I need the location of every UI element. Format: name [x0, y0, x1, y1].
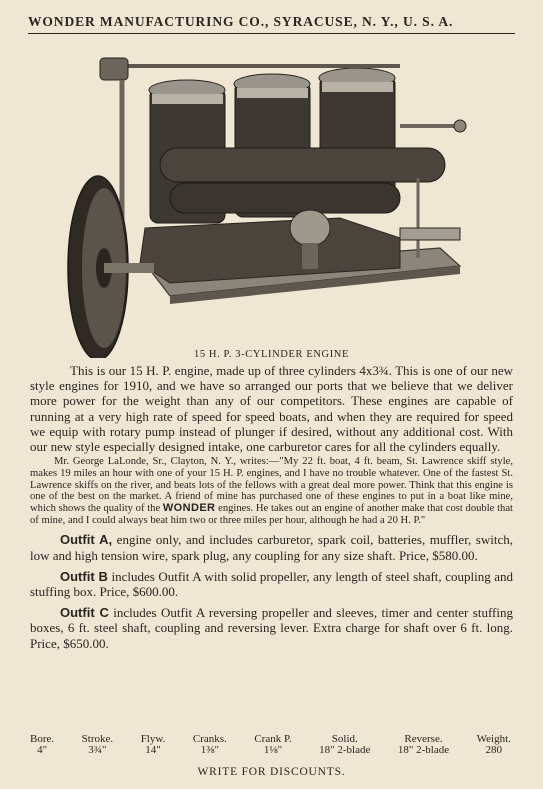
outfit-a — [30, 532, 513, 562]
flywheel — [68, 176, 154, 358]
spec-value: 18" 2-blade — [319, 744, 371, 756]
spec-value: 14" — [145, 744, 161, 756]
outfit-name: Outfit B — [60, 568, 108, 584]
catalog-body — [30, 363, 513, 651]
figure-caption: 15 H. P. 3-CYLINDER ENGINE — [193, 349, 349, 360]
spec-label: Crank P. — [254, 733, 292, 745]
spec-value: 4" — [37, 744, 48, 756]
spec-value: 1⅛" — [263, 744, 283, 756]
spec-flywheel — [141, 734, 166, 756]
spec-value: 1⅜" — [200, 744, 219, 756]
spec-value: 280 — [485, 744, 503, 756]
brand-name: WONDER — [162, 502, 216, 515]
outfit-description: includes Outfit A with solid propeller, any length of steel shaft, coupling and stuffing box. Price, $600.00. — [30, 568, 514, 600]
customer-testimonial — [30, 456, 513, 526]
engine-description: This is our 15 H. P. engine, made up of three cylinders 4x3¾. This is one of our new style engines for 1910, and we have so arranged our ports that we believe that we deliver more power for the weight than any of our competitors. These engines are capable of running at a very high rate of speed for speed boats, and when they are required for speed we equip with rotary pump instead of plunger if desired, without any additional cost. With our new style especially designed intake, one carburetor cares for all the cylinders equally. — [30, 363, 513, 455]
spec-crank-pin — [254, 734, 291, 756]
outfit-description: engine only, and includes carburetor, spark coil, batteries, muffler, switch, low and high tension wire, spark plug, any coupling for any size shaft. Price, $580.00. — [30, 532, 514, 563]
outfit-b — [30, 569, 513, 599]
spec-value: 3¾" — [88, 744, 107, 756]
spec-label: Solid. — [331, 733, 358, 745]
spec-label: Flyw. — [140, 733, 166, 745]
spec-cranks — [193, 734, 227, 756]
testimonial-text-after: engines. He takes out an engine of another make that cost double that of mine, and I could always beat him two or three miles per hour, although he had a 20 H. P." — [30, 503, 513, 526]
outfit-name: Outfit A, — [60, 532, 113, 548]
spec-stroke — [82, 734, 113, 756]
spec-table — [30, 734, 511, 756]
spec-label: Weight. — [476, 733, 511, 745]
spec-label: Bore. — [30, 733, 55, 745]
discount-notice: WRITE FOR DISCOUNTS. — [197, 766, 346, 778]
spec-value: 18" 2-blade — [397, 744, 450, 756]
spec-solid-propeller — [319, 734, 370, 756]
spec-weight — [477, 734, 511, 756]
spec-label: Stroke. — [81, 733, 114, 745]
outfit-c — [30, 605, 513, 651]
page-header: WONDER MANUFACTURING CO., SYRACUSE, N. Y., U. S. A. — [28, 14, 515, 34]
outfit-description: includes Outfit A reversing propeller and sleeves, timer and center stuffing boxes, 6 ft. steel shaft, coupling and reversing lever. Extra charge for shaft over 6 ft. long. Price, $650.00. — [30, 605, 513, 651]
spec-label: Reverse. — [404, 733, 443, 745]
spec-label: Cranks. — [192, 733, 227, 745]
spec-reverse-propeller — [398, 734, 449, 756]
spec-bore — [30, 734, 54, 756]
engine-illustration — [40, 48, 480, 358]
outfit-name: Outfit C — [60, 605, 109, 621]
testimonial-text-before: Mr. George LaLonde, Sr., Clayton, N. Y., writes:—"My 22 ft. boat, 4 ft. beam, St. Lawrence skiff style, makes 19 miles an hour with one of your 15 H. P. engines, and I have no trouble whatever. One of the fastest St. Lawrence skiffs on the river, and beats lots of the fellows with a great deal more power. Think that this engine is one of the best on the market. A friend of mine has purchased one of these engines to put in a boat like mine, which shows the quality of the — [30, 456, 513, 515]
